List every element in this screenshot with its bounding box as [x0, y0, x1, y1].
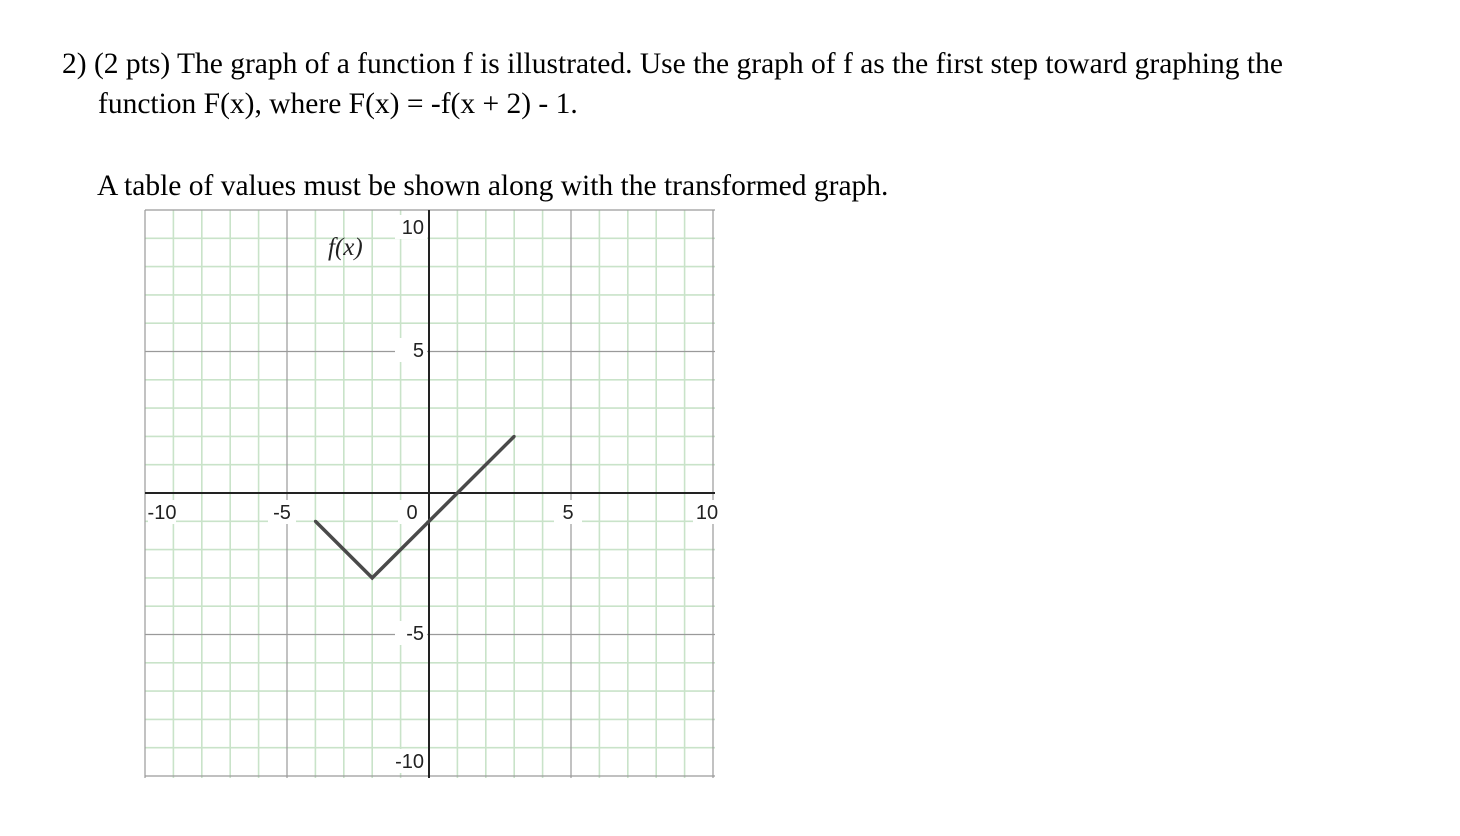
curve-vertex-point [513, 435, 516, 438]
y-tick-label: 10 [401, 217, 424, 239]
problem-line-1: 2) (2 pts) The graph of a function f is illustrated. Use the graph of f as the first step toward graphing the [62, 48, 1283, 80]
x-tick-label: 10 [695, 502, 719, 524]
x-tick-label: 5 [562, 502, 574, 524]
curve-vertex-point [371, 576, 374, 579]
x-tick-label: -5 [273, 502, 291, 524]
curve-vertex-point [314, 520, 317, 523]
problem-line-2: function F(x), where F(x) = -f(x + 2) - 1. [98, 88, 578, 120]
x-tick-label: 0 [406, 502, 418, 524]
instruction-text: A table of values must be shown along with the transformed graph. [97, 170, 889, 202]
y-tick-label: -5 [406, 623, 424, 645]
y-tick-label: -10 [395, 751, 424, 773]
y-tick-label: 5 [412, 340, 424, 362]
function-label: f(x) [328, 234, 363, 261]
x-tick-label: -10 [147, 502, 177, 524]
